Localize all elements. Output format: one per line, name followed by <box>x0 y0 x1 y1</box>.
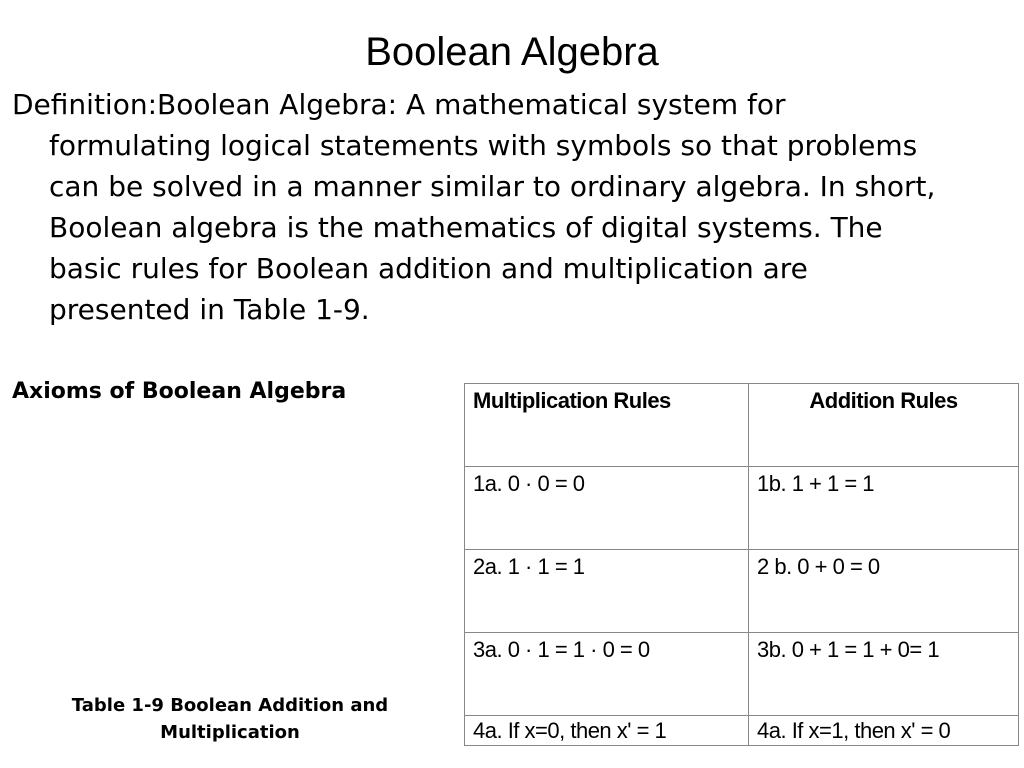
table-cell: 1a. 0 · 0 = 0 <box>465 467 749 550</box>
table-cell: 4a. If x=0, then x' = 1 <box>465 716 749 746</box>
table-cell: 1b. 1 + 1 = 1 <box>749 467 1019 550</box>
axioms-heading: Axioms of Boolean Algebra <box>12 379 347 404</box>
table-cell: 3a. 0 · 1 = 1 · 0 = 0 <box>465 633 749 716</box>
table-header-row <box>465 384 1019 467</box>
table-cell: 3b. 0 + 1 = 1 + 0= 1 <box>749 633 1019 716</box>
table-row <box>465 550 1019 633</box>
rules-table <box>464 383 1019 746</box>
header-addition-rules: Addition Rules <box>749 384 1019 467</box>
table-row <box>465 716 1019 746</box>
table-row <box>465 467 1019 550</box>
definition-text: Definition:Boolean Algebra: A mathematical system for formulating logical statements with symbols so that problems can be solved in a manner similar to ordinary algebra. In short, Boolean algebra is the mathematics of digital systems. The basic rules for Boolean addition and multiplication are presented in Table 1-9. <box>12 88 936 326</box>
table-cell: 2a. 1 · 1 = 1 <box>465 550 749 633</box>
table-cell: 4a. If x=1, then x' = 0 <box>749 716 1019 746</box>
table-caption: Table 1-9 Boolean Addition and Multiplication <box>71 695 389 743</box>
table-row <box>465 633 1019 716</box>
slide-title: Boolean Algebra <box>365 30 659 74</box>
header-multiplication-rules: Multiplication Rules <box>465 384 749 467</box>
table-cell: 2 b. 0 + 0 = 0 <box>749 550 1019 633</box>
